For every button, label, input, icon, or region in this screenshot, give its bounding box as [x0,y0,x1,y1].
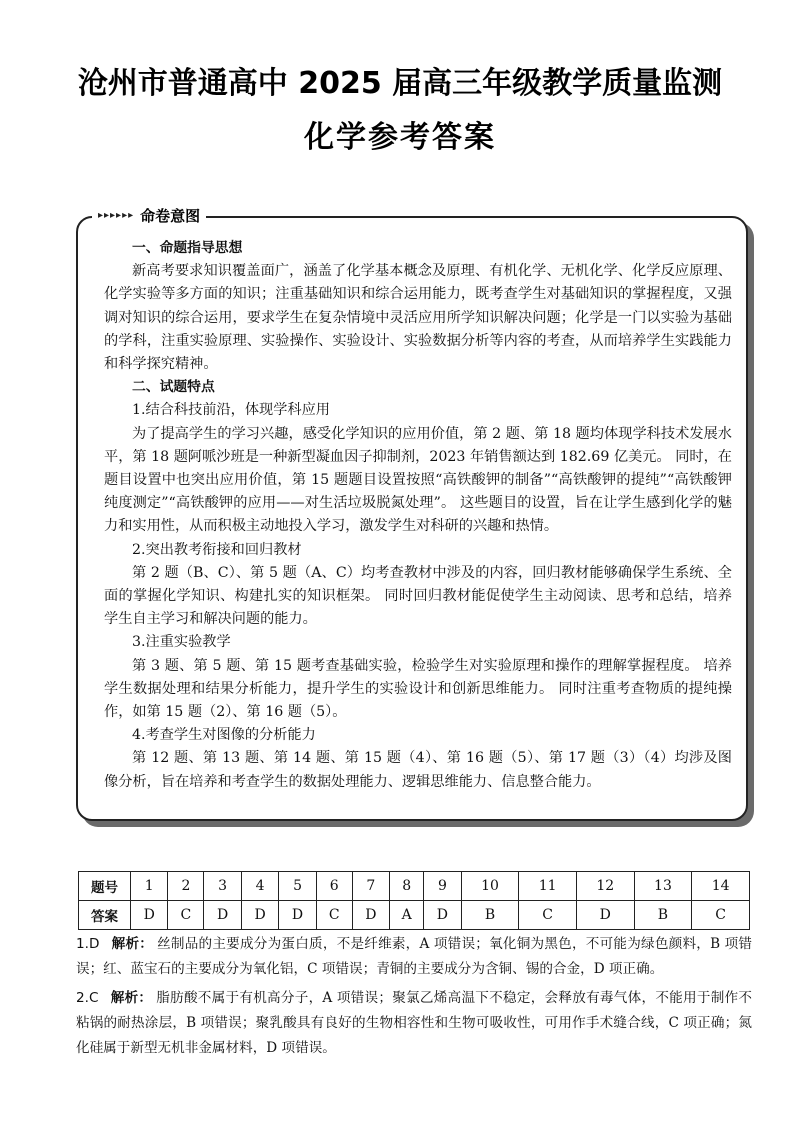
table-cell: 10 [461,872,519,901]
table-cell: 14 [692,872,750,901]
table-cell: 1 [131,872,168,901]
table-cell: D [576,901,634,930]
table-cell: 12 [576,872,634,901]
table-cell: 11 [519,872,577,901]
table-cell: 5 [279,872,316,901]
table-cell: D [424,901,461,930]
analysis-tag: 解析： [110,990,153,1006]
analysis-tag: 解析： [111,936,154,952]
table-header-cell: 答案 [79,901,131,930]
answer-table [78,871,750,930]
explanation-text: 丝制品的主要成分为蛋白质，不是纤维素，A 项错误；氧化铜为黑色，不可能为绿色颜料，B 项错误；红、蓝宝石的主要成分为氧化铝，C 项错误；青铜的主要成分为含铜、锡的合金，D 项正确。 [76,936,752,977]
paragraph: 第 3 题、第 5 题、第 15 题考查基础实验，检验学生对实验原理和操作的理解掌握程度。 培养学生数据处理和结果分析能力，提升学生的实验设计和创新思维能力。 同时注重考查物质的提纯操作，如第 15 题（2）、第 16 题（5）。 [104,657,732,721]
table-cell: C [692,901,750,930]
table-cell: 4 [241,872,278,901]
table-cell: D [131,901,168,930]
subheading: 1.结合科技前沿，体现学科应用 [132,402,330,419]
paragraph: 第 2 题（B、C）、第 5 题（A、C）均考查教材中涉及的内容，回归教材能够确保学生系统、全面的掌握化学知识、构建扎实的知识框架。 同时回归教材能促使学生主动阅读、思考和总结，培养学生自主学习和解决问题的能力。 [104,564,732,628]
table-cell: B [461,901,519,930]
question-number: 2.C [76,990,99,1006]
table-row-answers [79,901,750,930]
arrows-icon: ▸▸▸▸▸▸ [98,209,135,221]
table-row-numbers [79,872,750,901]
table-cell: A [390,901,424,930]
table-cell: D [279,901,316,930]
table-cell: 3 [204,872,241,901]
section-heading: 二、试题特点 [132,379,215,396]
table-cell: C [316,901,352,930]
question-number: 1.D [76,936,100,952]
explanation-text: 脂肪酸不属于有机高分子，A 项错误；聚氯乙烯高温下不稳定，会释放有毒气体，不能用于制作不粘锅的耐热涂层，B 项错误；聚乳酸具有良好的生物相容性和生物可吸收性，可用作手术缝合线，C 项正确；氮化硅属于新型无机非金属材料，D 项错误。 [76,990,752,1056]
intent-content [104,237,732,794]
table-cell: 8 [390,872,424,901]
page-subtitle: 化学参考答案 [304,120,496,155]
intent-label: 命卷意图 [140,206,201,225]
paragraph: 为了提高学生的学习兴趣，感受化学知识的应用价值，第 2 题、第 18 题均体现学科技术发展水平，第 18 题阿哌沙班是一种新型凝血因子抑制剂，2023 年销售额达到 182.69 亿美元。 同时，在题目设置中也突出应用价值，第 15 题题目设置按照“高铁酸钾的制备”“高铁酸钾的提纯”“高铁酸钾纯度测定”“高铁酸钾的应用——对生活垃圾脱氮处理”。 这些题目的设置，旨在让学生感到化学的魅力和实用性，从而积极主动地投入学习，激发学生对科研的兴趣和热情。 [104,425,732,535]
paragraph: 新高考要求知识覆盖面广，涵盖了化学基本概念及原理、有机化学、无机化学、化学反应原理、化学实验等多方面的知识；注重基础知识和综合运用能力，既考查学生对基础知识的掌握程度，又强调对知识的综合运用，要求学生在复杂情境中灵活应用所学知识解决问题；化学是一门以实验为基础的学科，注重实验原理、实验操作、实验设计、实验数据分析等内容的考查，从而培养学生实践能力和科学探究精神。 [104,263,732,373]
subheading: 3.注重实验教学 [132,634,231,651]
table-cell: C [168,901,204,930]
intent-header [92,203,206,227]
table-cell: 6 [316,872,352,901]
table-cell: 9 [424,872,461,901]
table-cell: 13 [634,872,692,901]
table-cell: B [634,901,692,930]
table-header-cell: 题号 [79,872,131,901]
table-cell: D [352,901,389,930]
table-cell: D [204,901,241,930]
explanation-2 [76,986,752,1061]
section-heading: 一、命题指导思想 [132,240,243,256]
subheading: 2.突出教考衔接和回归教材 [132,541,302,558]
paragraph: 第 12 题、第 13 题、第 14 题、第 15 题（4）、第 16 题（5）、第 17 题（3）（4）均涉及图像分析，旨在培养和考查学生的数据处理能力、逻辑思维能力、信息整合能力。 [104,750,732,790]
explanation-1 [76,932,752,982]
table-cell: C [519,901,577,930]
table-cell: 2 [168,872,204,901]
table-cell: 7 [352,872,389,901]
subheading: 4.考查学生对图像的分析能力 [132,727,316,744]
table-cell: D [241,901,278,930]
page-title: 沧州市普通高中 2025 届高三年级教学质量监测 [77,66,723,101]
